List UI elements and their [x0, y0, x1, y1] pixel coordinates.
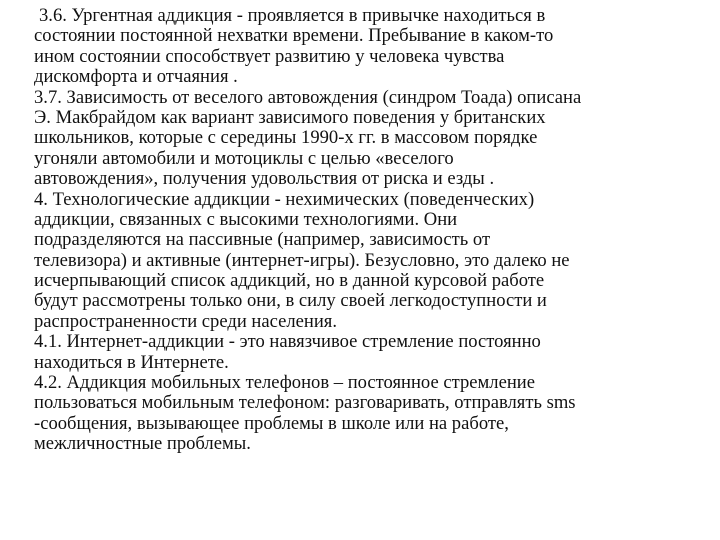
text-line: 4. Технологические аддикции - нехимических (поведенческих): [34, 188, 535, 210]
text-line: исчерпывающий список аддикций, но в данной курсовой работе: [34, 270, 545, 292]
text-line: аддикции, связанных с высокими технологиями. Они: [34, 208, 458, 230]
text-line: 3.6. Ургентная аддикция - проявляется в привычке находиться в: [39, 5, 546, 26]
body-text: [34, 6, 718, 455]
text-line: автовождения», получения удовольствия от риска и езды .: [34, 168, 495, 190]
text-line: телевизора) и активные (интернет-игры). Безусловно, это далеко не: [34, 249, 570, 271]
text-line: находиться в Интернете.: [34, 351, 229, 373]
text-line: ином состоянии способствует развитию у человека чувства: [34, 45, 505, 67]
text-line: пользоваться мобильным телефоном: разговаривать, отправлять sms: [34, 392, 576, 414]
text-line: школьников, которые с середины 1990-х гг. в массовом порядке: [34, 127, 538, 149]
text-line: 4.1. Интернет-аддикции - это навязчивое стремление постоянно: [34, 331, 541, 353]
text-line: будут рассмотрены только они, в силу своей легкодоступности и: [34, 290, 547, 312]
text-line: дискомфорта и отчаяния .: [34, 66, 238, 88]
text-line: состоянии постоянной нехватки времени. Пребывание в каком-то: [34, 25, 554, 47]
text-line: распространенности среди населения.: [34, 310, 337, 332]
text-line: угоняли автомобили и мотоциклы с целью «веселого: [34, 147, 454, 169]
text-line: -сообщения, вызывающее проблемы в школе или на работе,: [34, 412, 509, 434]
text-line: Э. Макбрайдом как вариант зависимого поведения у британских: [34, 106, 546, 128]
text-line: межличностные проблемы.: [34, 433, 251, 455]
text-line: 3.7. Зависимость от веселого автовождения (синдром Тоада) описана: [34, 86, 582, 108]
text-line: подразделяются на пассивные (например, зависимость от: [34, 229, 491, 251]
text-line: 4.2. Аддикция мобильных телефонов – постоянное стремление: [34, 372, 535, 394]
